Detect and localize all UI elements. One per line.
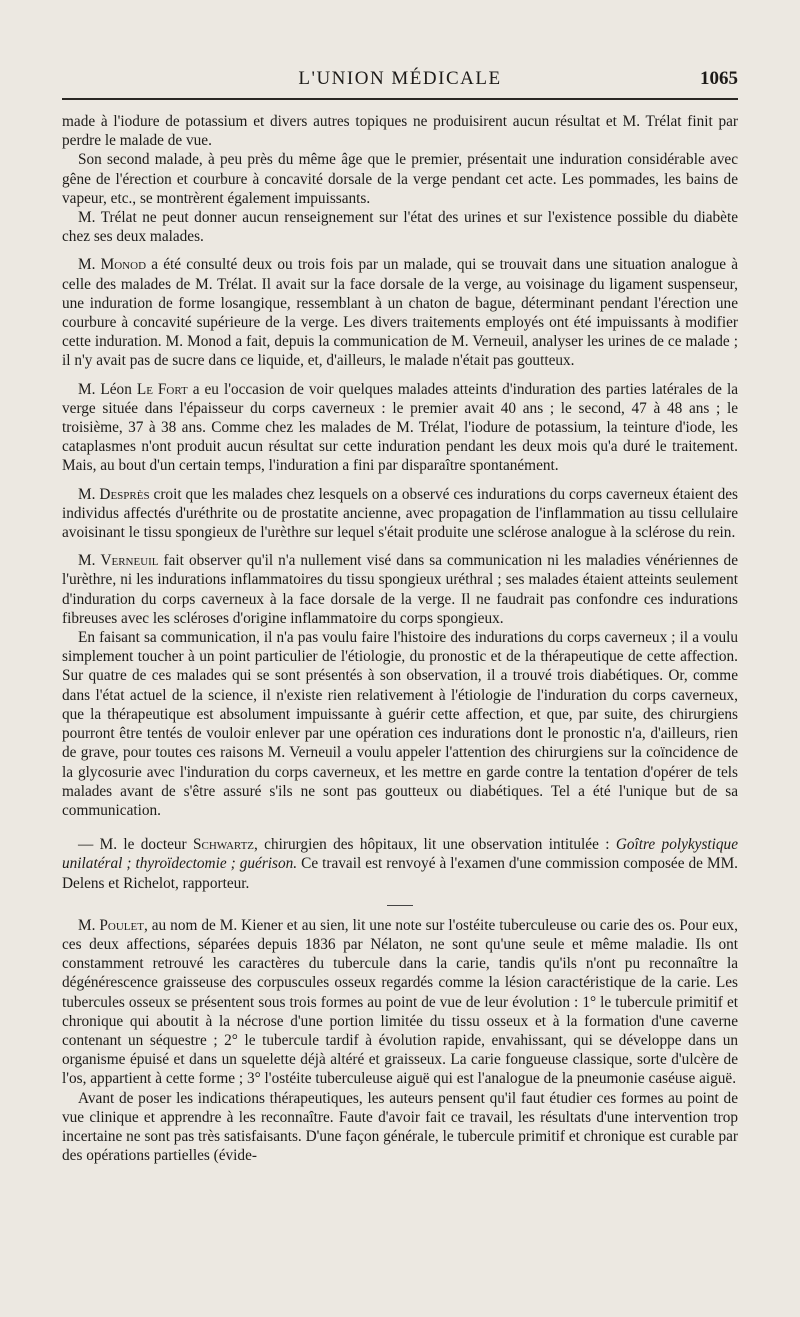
- paragraph: M. Verneuil fait observer qu'il n'a nullement visé dans sa communication ni les maladies vénériennes de l'urèthre, ni les indurations inflammatoires du tissu spongieux uréthral ; ses malades étaient atteints seulement d'induration du corps caverneux à la face dorsale de la verge. Il ne faudrait pas confondre ces indurations fibreuses avec les scléroses d'origine inflammatoire du corps spongieux.: [62, 552, 738, 627]
- paragraph: M. Monod a été consulté deux ou trois fois par un malade, qui se trouvait dans une situation analogue à celle des malades de M. Trélat. Il avait sur la face dorsale de la verge, au voisinage du ligament suspenseur, une induration de forme losangique, ressemblant à un chaton de bague, déterminant pendant l'érection une courbure à concavité supérieure de la verge. Les divers traitements employés ont été impuissants à modifier cette induration. M. Monod a fait, depuis la communication de M. Verneuil, analyser les urines de ce malade ; il n'y avait pas de sucre dans ce liquide, et, d'ailleurs, le malade n'était pas goutteux.: [62, 256, 739, 370]
- paragraph: En faisant sa communication, il n'a pas voulu faire l'histoire des indurations du corps caverneux ; il a voulu simplement toucher à un point particulier de l'étiologie, du pronostic et de la thérapeutique de cette affection. Sur quatre de ces malades qui se sont présentés à son observation, il a trouvé trois diabétiques. Or, comme dans l'état actuel de la science, il n'existe rien relativement à l'étiologie de l'induration du corps caverneux, que la thérapeutique est absolument impuissante à guérir cette affection, et que, par suite, des chirurgiens pourront être tentés de vouloir enlever par une opération ces indurations dont le pronostic n'a, d'ailleurs, rien de grave, pour toutes ces raisons M. Verneuil a voulu appeler l'attention des chirurgiens sur la coïncidence de la glycosurie avec l'induration du corps caverneux, et les mettre en garde contre la tentation d'opérer de tels malades avant de s'être assuré s'ils ne sont pas goutteux ou diabétiques. Tel a été l'unique but de sa communication.: [62, 629, 738, 819]
- speaker-name: Monod: [100, 256, 147, 274]
- paragraph: M. Trélat ne peut donner aucun renseignement sur l'état des urines et sur l'existence possible du diabète chez ses deux malades.: [62, 209, 738, 246]
- paragraph: M. Desprès croit que les malades chez lesquels on a observé ces indurations du corps caverneux étaient des individus affectés d'uréthrite ou de prostatite ancienne, avec propagation de l'inflammation au tissu cellulaire avoisinant le tissu spongieux de l'urèthre sur lequel s'était produite une sclérose analogue à la sclérose du rein.: [62, 485, 738, 542]
- work-title: Goître polykystique unilatéral ; thyroïdectomie ; guérison.: [62, 836, 738, 873]
- speaker-name: Desprès: [99, 485, 150, 503]
- header-rule: [62, 98, 738, 100]
- speaker-name: Le Fort: [136, 380, 188, 398]
- speaker-name: Schwartz: [193, 836, 255, 854]
- running-title: L'UNION MÉDICALE: [298, 68, 502, 89]
- paragraph: M. Léon Le Fort a eu l'occasion de voir quelques malades atteints d'induration des parties latérales de la verge située dans l'épaisseur du corps caverneux : le premier avait 40 ans ; le second, 47 à 48 ans ; le troisième, 37 à 38 ans. Comme chez les malades de M. Trélat, l'iodure de potassium, la teinture d'iode, les cataplasmes n'ont produit aucun résultat sur cette induration pendant les deux mois qu'a duré le traitement. Mais, au bout d'un certain temps, l'induration a fini par disparaître spontanément.: [62, 380, 738, 475]
- paragraph: M. Poulet, au nom de M. Kiener et au sien, lit une note sur l'ostéite tuberculeuse ou carie des os. Pour eux, ces deux affections, séparées depuis 1836 par Nélaton, ne sont qu'une seule et même maladie. Ils ont constamment retrouvé les caractères du tubercule dans la carie, tandis qu'ils n'ont pu reconnaître la dégénérescence graisseuse des corpuscules osseux regardés comme la lésion caractéristique de la carie. Les tubercules osseux se présentent sous trois formes au point de vue de leur évolution : 1° le tubercule primitif et chronique qui aboutit à la nécrose d'une portion limitée du tissu osseux et à la formation d'une caverne contenant un séquestre ; 2° le tubercule tardif à évolution rapide, envahissant, qui se développe dans un organisme épuisé et dans un squelette déjà altéré et graisseux. La carie fongueuse classique, sorte d'ulcère de l'os, appartient à cette forme ; 3° l'ostéite tuberculeuse aiguë qui est l'analogue de la pneumonie caséuse aiguë.: [62, 916, 739, 1088]
- speaker-name: Poulet: [99, 916, 144, 934]
- speaker-name: Verneuil: [100, 552, 159, 570]
- article-body: [62, 112, 738, 1165]
- paragraph: Avant de poser les indications thérapeutiques, les auteurs pensent qu'il faut étudier ces formes au point de vue clinique et apprendre à les reconnaître. Faute d'avoir fait ce travail, les résultats d'une intervention trop incertaine ne sont pas très satisfaisants. D'une façon générale, le tubercule primitif et chronique est curable par des opérations partielles (évide-: [62, 1089, 738, 1165]
- page-number: 1065: [700, 68, 738, 89]
- paragraph: Son second malade, à peu près du même âge que le premier, présentait une induration considérable avec gêne de l'érection et courbure à concavité dorsale de la verge pendant cet acte. Les pommades, les bains de vapeur, etc., se montrèrent également impuissants.: [62, 151, 738, 207]
- page-header: [62, 66, 738, 96]
- paragraph: made à l'iodure de potassium et divers autres topiques ne produisirent aucun résultat et M. Trélat finit par perdre le malade de vue.: [62, 113, 738, 150]
- paragraph: — M. le docteur Schwartz, chirurgien des hôpitaux, lit une observation intitulée : Goître polykystique unilatéral ; thyroïdectomie ; guérison. Ce travail est renvoyé à l'examen d'une commission composée de MM. Delens et Richelot, rapporteur.: [62, 836, 738, 892]
- section-separator: [387, 905, 413, 906]
